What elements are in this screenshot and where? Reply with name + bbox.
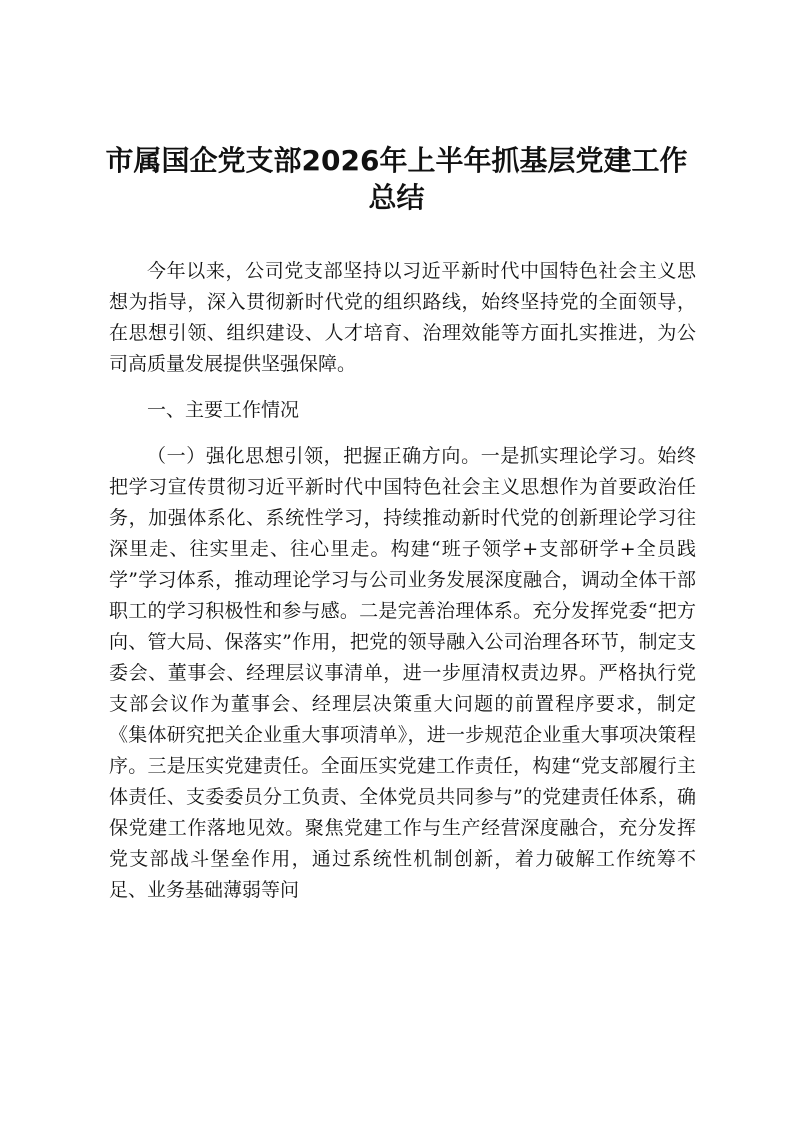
document-body [109,256,696,921]
section-heading: 一、主要工作情况 [147,399,300,421]
section-paragraph: （一）强化思想引领，把握正确方向。一是抓实理论学习。始终把学习宣传贯彻习近平新时代中国特色社会主义思想作为首要政治任务，加强体系化、系统性学习，持续推动新时代党的创新理论学习往深里走、往实里走、往心里走。构建“班子领学+支部研学+全员践学”学习体系，推动理论学习与公司业务发展深度融合，调动全体干部职工的学习积极性和参与感。二是完善治理体系。充分发挥党委“把方向、管大局、保落实”作用，把党的领导融入公司治理各环节，制定支委会、董事会、经理层议事清单，进一步厘清权责边界。严格执行党支部会议作为董事会、经理层决策重大问题的前置程序要求，制定《集体研究把关企业重大事项清单》，进一步规范企业重大事项决策程序。三是压实党建责任。全面压实党建工作责任，构建“党支部履行主体责任、支委委员分工负责、全体党员共同参与”的党建责任体系，确保党建工作落地见效。聚焦党建工作与生产经营深度融合，充分发挥党支部战斗堡垒作用，通过系统性机制创新，着力破解工作统筹不足、业务基础薄弱等问 [109,445,696,901]
intro-paragraph: 今年以来，公司党支部坚持以习近平新时代中国特色社会主义思想为指导，深入贯彻新时代党的组织路线，始终坚持党的全面领导，在思想引领、组织建设、人才培育、治理效能等方面扎实推进，为公司高质量发展提供坚强保障。 [109,260,696,375]
document-title: 市属国企党支部2026年上半年抓基层党建工作总结 [105,144,688,214]
